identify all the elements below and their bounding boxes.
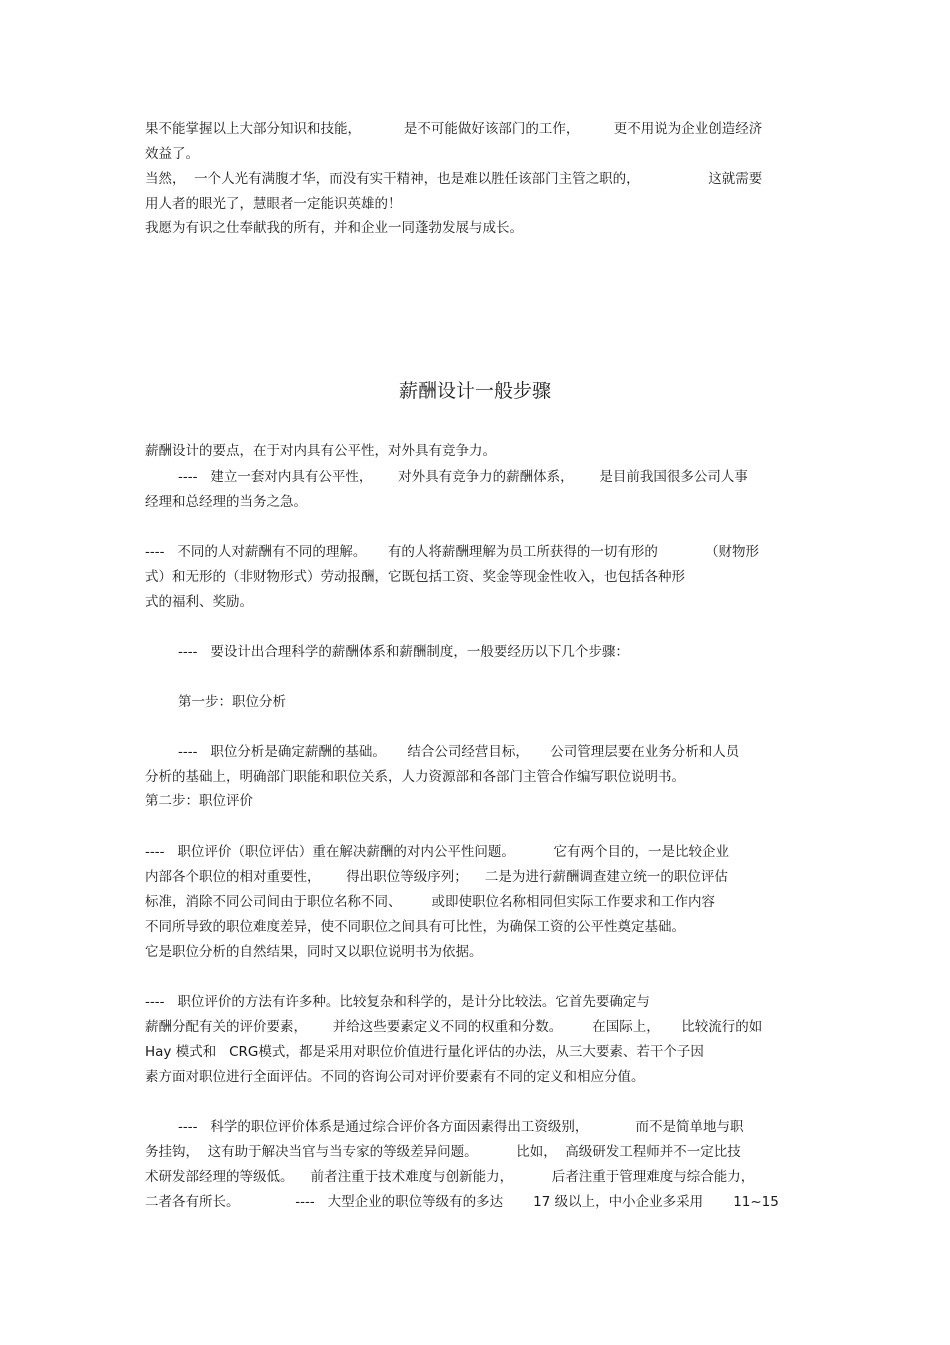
paragraph-line: ---- 建立一套对内具有公平性， 对外具有竞争力的薪酬体系， 是目前我国很多公司人事	[178, 469, 748, 485]
paragraph-line: 务挂钩， 这有助于解决当官与当专家的等级差异问题。 比如， 高级研发工程师并不一定比技	[145, 1144, 741, 1160]
paragraph-line: 素方面对职位进行全面评估。不同的咨询公司对评价要素有不同的定义和相应分值。	[145, 1069, 645, 1085]
paragraph-line: 它是职位分析的自然结果，同时又以职位说明书为依据。	[145, 944, 483, 960]
paragraph-line: Hay 模式和 CRG模式，都是采用对职位价值进行量化评估的办法，从三大要素、若干个子因	[145, 1044, 704, 1060]
step-heading: 第一步：职位分析	[178, 694, 286, 710]
paragraph-line: ---- 职位评价的方法有许多种。比较复杂和科学的，是计分比较法。它首先要确定与	[145, 994, 650, 1010]
paragraph-line: 薪酬分配有关的评价要素， 并给这些要素定义不同的权重和分数。 在国际上， 比较流行的如	[145, 1019, 763, 1035]
intro-line-2: 效益了。	[145, 146, 199, 162]
paragraph-line: ---- 职位评价（职位评估）重在解决薪酬的对内公平性问题。 它有两个目的，一是比较企业	[145, 844, 729, 860]
intro-line-3: 当然， 一个人光有满腹才华，而没有实干精神，也是难以胜任该部门主管之职的， 这就需要	[145, 171, 763, 187]
intro-line-1: 果不能掌握以上大部分知识和技能， 是不可能做好该部门的工作， 更不用说为企业创造经济	[145, 121, 763, 137]
paragraph-line: 内部各个职位的相对重要性， 得出职位等级序列； 二是为进行薪酬调查建立统一的职位评估	[145, 869, 728, 885]
paragraph-line: 经理和总经理的当务之急。	[145, 494, 307, 510]
intro-line-4: 用人者的眼光了，慧眼者一定能识英雄的！	[145, 196, 402, 212]
paragraph-line: ---- 科学的职位评价体系是通过综合评价各方面因素得出工资级别， 而不是简单地与职	[178, 1119, 744, 1135]
section-title: 薪酬设计一般步骤	[398, 380, 551, 402]
paragraph-line: 分析的基础上，明确部门职能和职位关系，人力资源部和各部门主管合作编写职位说明书。	[145, 769, 685, 785]
paragraph-line: ---- 要设计出合理科学的薪酬体系和薪酬制度，一般要经历以下几个步骤：	[178, 644, 629, 660]
paragraph-line: ---- 职位分析是确定薪酬的基础。 结合公司经营目标， 公司管理层要在业务分析和人员	[178, 744, 740, 760]
step-heading: 第二步：职位评价	[145, 793, 253, 809]
paragraph-line: 式）和无形的（非财物形式）劳动报酬，它既包括工资、奖金等现金性收入，也包括各种形	[145, 569, 685, 585]
paragraph-line: 标准，消除不同公司间由于职位名称不同、 或即使职位名称相同但实际工作要求和工作内容	[145, 894, 716, 910]
paragraph-line: 式的福利、奖励。	[145, 594, 253, 610]
paragraph-line: 薪酬设计的要点，在于对内具有公平性，对外具有竞争力。	[145, 443, 496, 459]
paragraph-line: 不同所导致的职位难度差异，使不同职位之间具有可比性，为确保工资的公平性奠定基础。	[145, 919, 685, 935]
paragraph-line: 二者各有所长。 ---- 大型企业的职位等级有的多达 17 级以上，中小企业多采用 11~15	[145, 1194, 779, 1210]
paragraph-line: 术研发部经理的等级低。 前者注重于技术难度与创新能力， 后者注重于管理难度与综合能力，	[145, 1169, 755, 1185]
paragraph-line: ---- 不同的人对薪酬有不同的理解。 有的人将薪酬理解为员工所获得的一切有形的 （财物形	[145, 544, 760, 560]
intro-line-5: 我愿为有识之仕奉献我的所有，并和企业一同蓬勃发展与成长。	[145, 220, 523, 236]
